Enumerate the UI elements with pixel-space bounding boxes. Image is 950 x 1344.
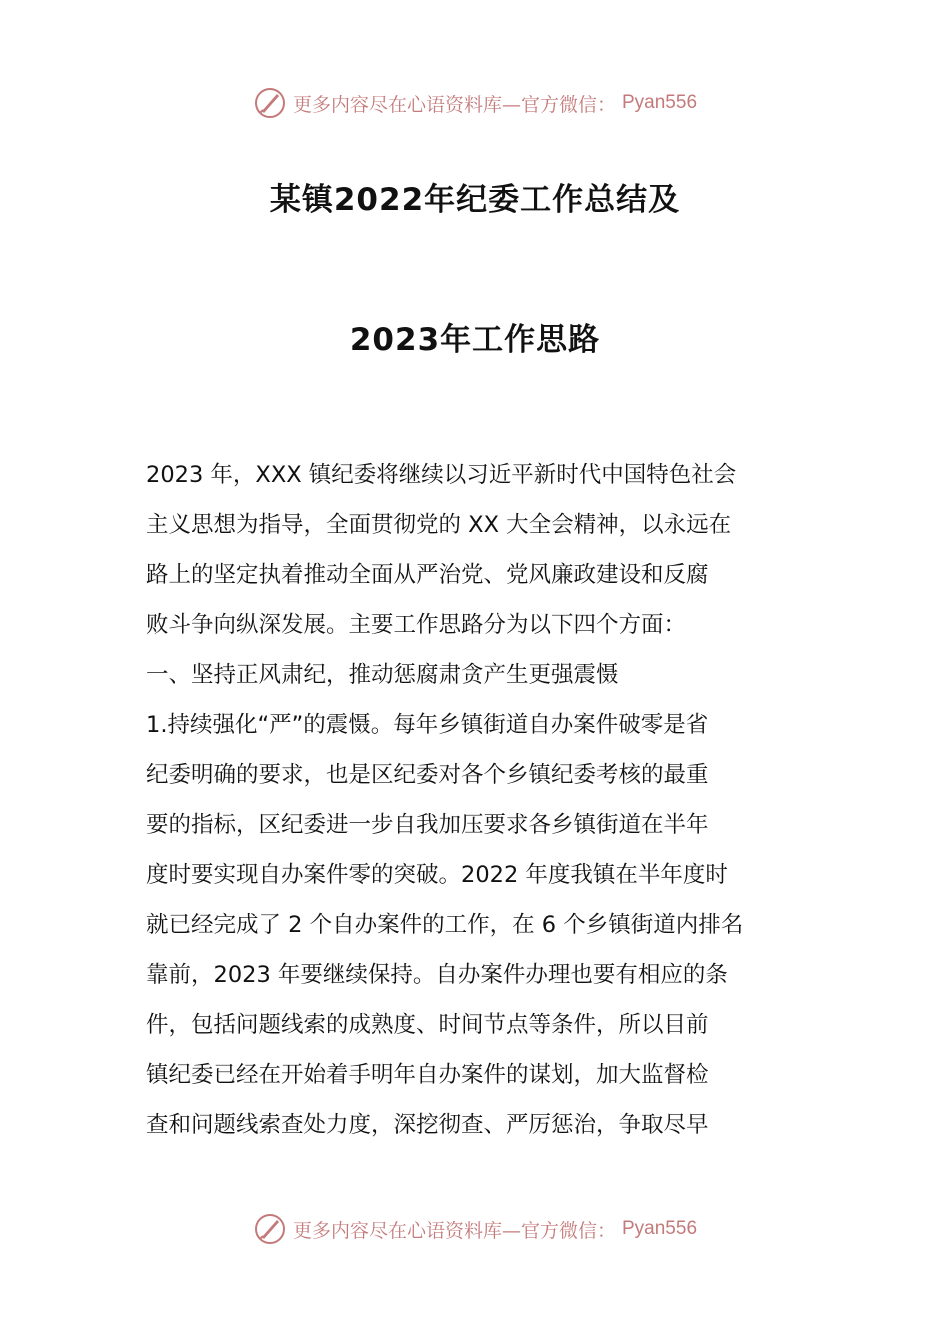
body-line: 靠前，2023 年要继续保持。自办案件办理也要有相应的条 xyxy=(146,962,728,988)
body-line: 主义思想为指导，全面贯彻党的 XX 大全会精神，以永远在 xyxy=(146,512,732,538)
body-line: 败斗争向纵深发展。主要工作思路分为以下四个方面： xyxy=(146,612,687,638)
document-title-line-1: 某镇2022年纪委工作总结及 xyxy=(269,182,681,218)
body-line: 要的指标，区纪委进一步自我加压要求各乡镇街道在半年 xyxy=(146,812,709,838)
footer-watermark xyxy=(0,1212,950,1246)
body-line: 路上的坚定执着推动全面从严治党、党风廉政建设和反腐 xyxy=(146,562,709,588)
watermark-handle: Pyan556 xyxy=(622,92,698,113)
quill-logo-icon xyxy=(253,86,287,120)
body-paragraphs xyxy=(146,450,806,1150)
header-watermark xyxy=(0,86,950,120)
watermark-text: 更多内容尽在心语资料库—官方微信： xyxy=(292,1219,616,1242)
body-line: 件，包括问题线索的成熟度、时间节点等条件，所以目前 xyxy=(146,1012,709,1038)
watermark-text: 更多内容尽在心语资料库—官方微信： xyxy=(292,93,616,116)
quill-logo-icon xyxy=(253,1212,287,1246)
section-heading: 一、坚持正风肃纪，推动惩腐肃贪产生更强震慑 xyxy=(146,662,619,688)
body-line: 纪委明确的要求，也是区纪委对各个乡镇纪委考核的最重 xyxy=(146,762,709,788)
document-title-line-2: 2023年工作思路 xyxy=(349,322,601,358)
body-line: 查和问题线索查处力度，深挖彻查、严厉惩治，争取尽早 xyxy=(146,1112,709,1138)
body-line: 1.持续强化“严”的震慑。每年乡镇街道自办案件破零是省 xyxy=(146,712,709,738)
body-line: 镇纪委已经在开始着手明年自办案件的谋划，加大监督检 xyxy=(146,1062,709,1088)
body-line: 就已经完成了 2 个自办案件的工作，在 6 个乡镇街道内排名 xyxy=(146,912,744,938)
body-line: 2023 年，XXX 镇纪委将继续以习近平新时代中国特色社会 xyxy=(146,462,737,488)
body-line: 度时要实现自办案件零的突破。2022 年度我镇在半年度时 xyxy=(146,862,728,888)
watermark-handle: Pyan556 xyxy=(622,1218,698,1239)
